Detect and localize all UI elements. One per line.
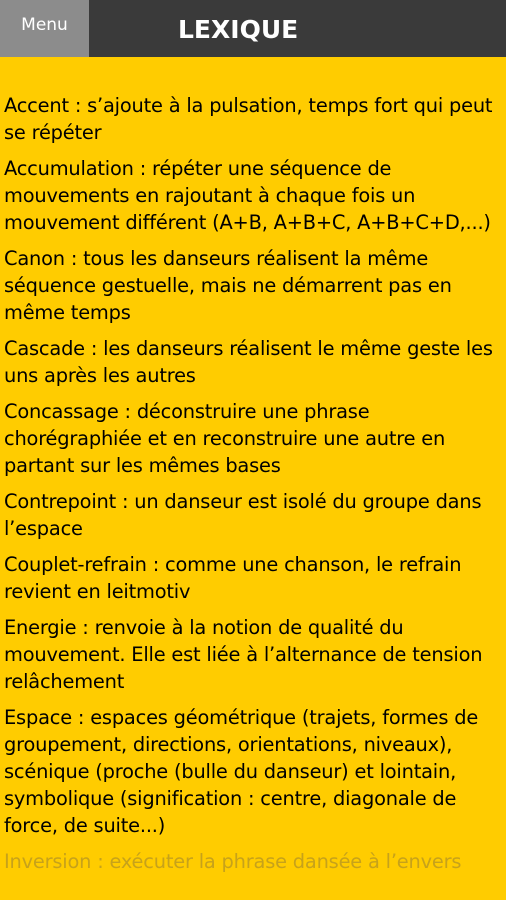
action-bar <box>0 0 506 57</box>
lexicon-list[interactable] <box>0 92 506 884</box>
lexicon-entry-espace: Espace : espaces géométrique (trajets, formes de groupement, directions, orientations, niveaux), scénique (proche (bulle du danseur) et lointain, symbolique (signification : centre, diagonale de force, de suite...) <box>4 706 479 837</box>
page-title: LEXIQUE <box>178 15 299 44</box>
lexicon-entry-cascade: Cascade : les danseurs réalisent le même geste les uns après les autres <box>4 337 493 387</box>
lexicon-entry-concassage: Concassage : déconstruire une phrase chorégraphiée et en reconstruire une autre en partant sur les mêmes bases <box>4 400 446 477</box>
lexicon-entry-inversion: Inversion : exécuter la phrase dansée à l’envers <box>4 850 462 873</box>
lexicon-entry-energie: Energie : renvoie à la notion de qualité du mouvement. Elle est liée à l’alternance de tension relâchement <box>4 616 483 693</box>
lexicon-entry-accumulation: Accumulation : répéter une séquence de mouvements en rajoutant à chaque fois un mouvement différent (A+B, A+B+C, A+B+C+D,...) <box>4 157 491 234</box>
lexicon-entry-accent: Accent : s’ajoute à la pulsation, temps fort qui peut se répéter <box>4 94 493 144</box>
lexicon-entry-contrepoint: Contrepoint : un danseur est isolé du groupe dans l’espace <box>4 490 482 540</box>
lexicon-entry-canon: Canon : tous les danseurs réalisent la même séquence gestuelle, mais ne démarrent pas en même temps <box>4 247 452 324</box>
menu-button[interactable]: Menu <box>0 0 89 57</box>
lexicon-entry-couplet-refrain: Couplet-refrain : comme une chanson, le refrain revient en leitmotiv <box>4 553 462 603</box>
